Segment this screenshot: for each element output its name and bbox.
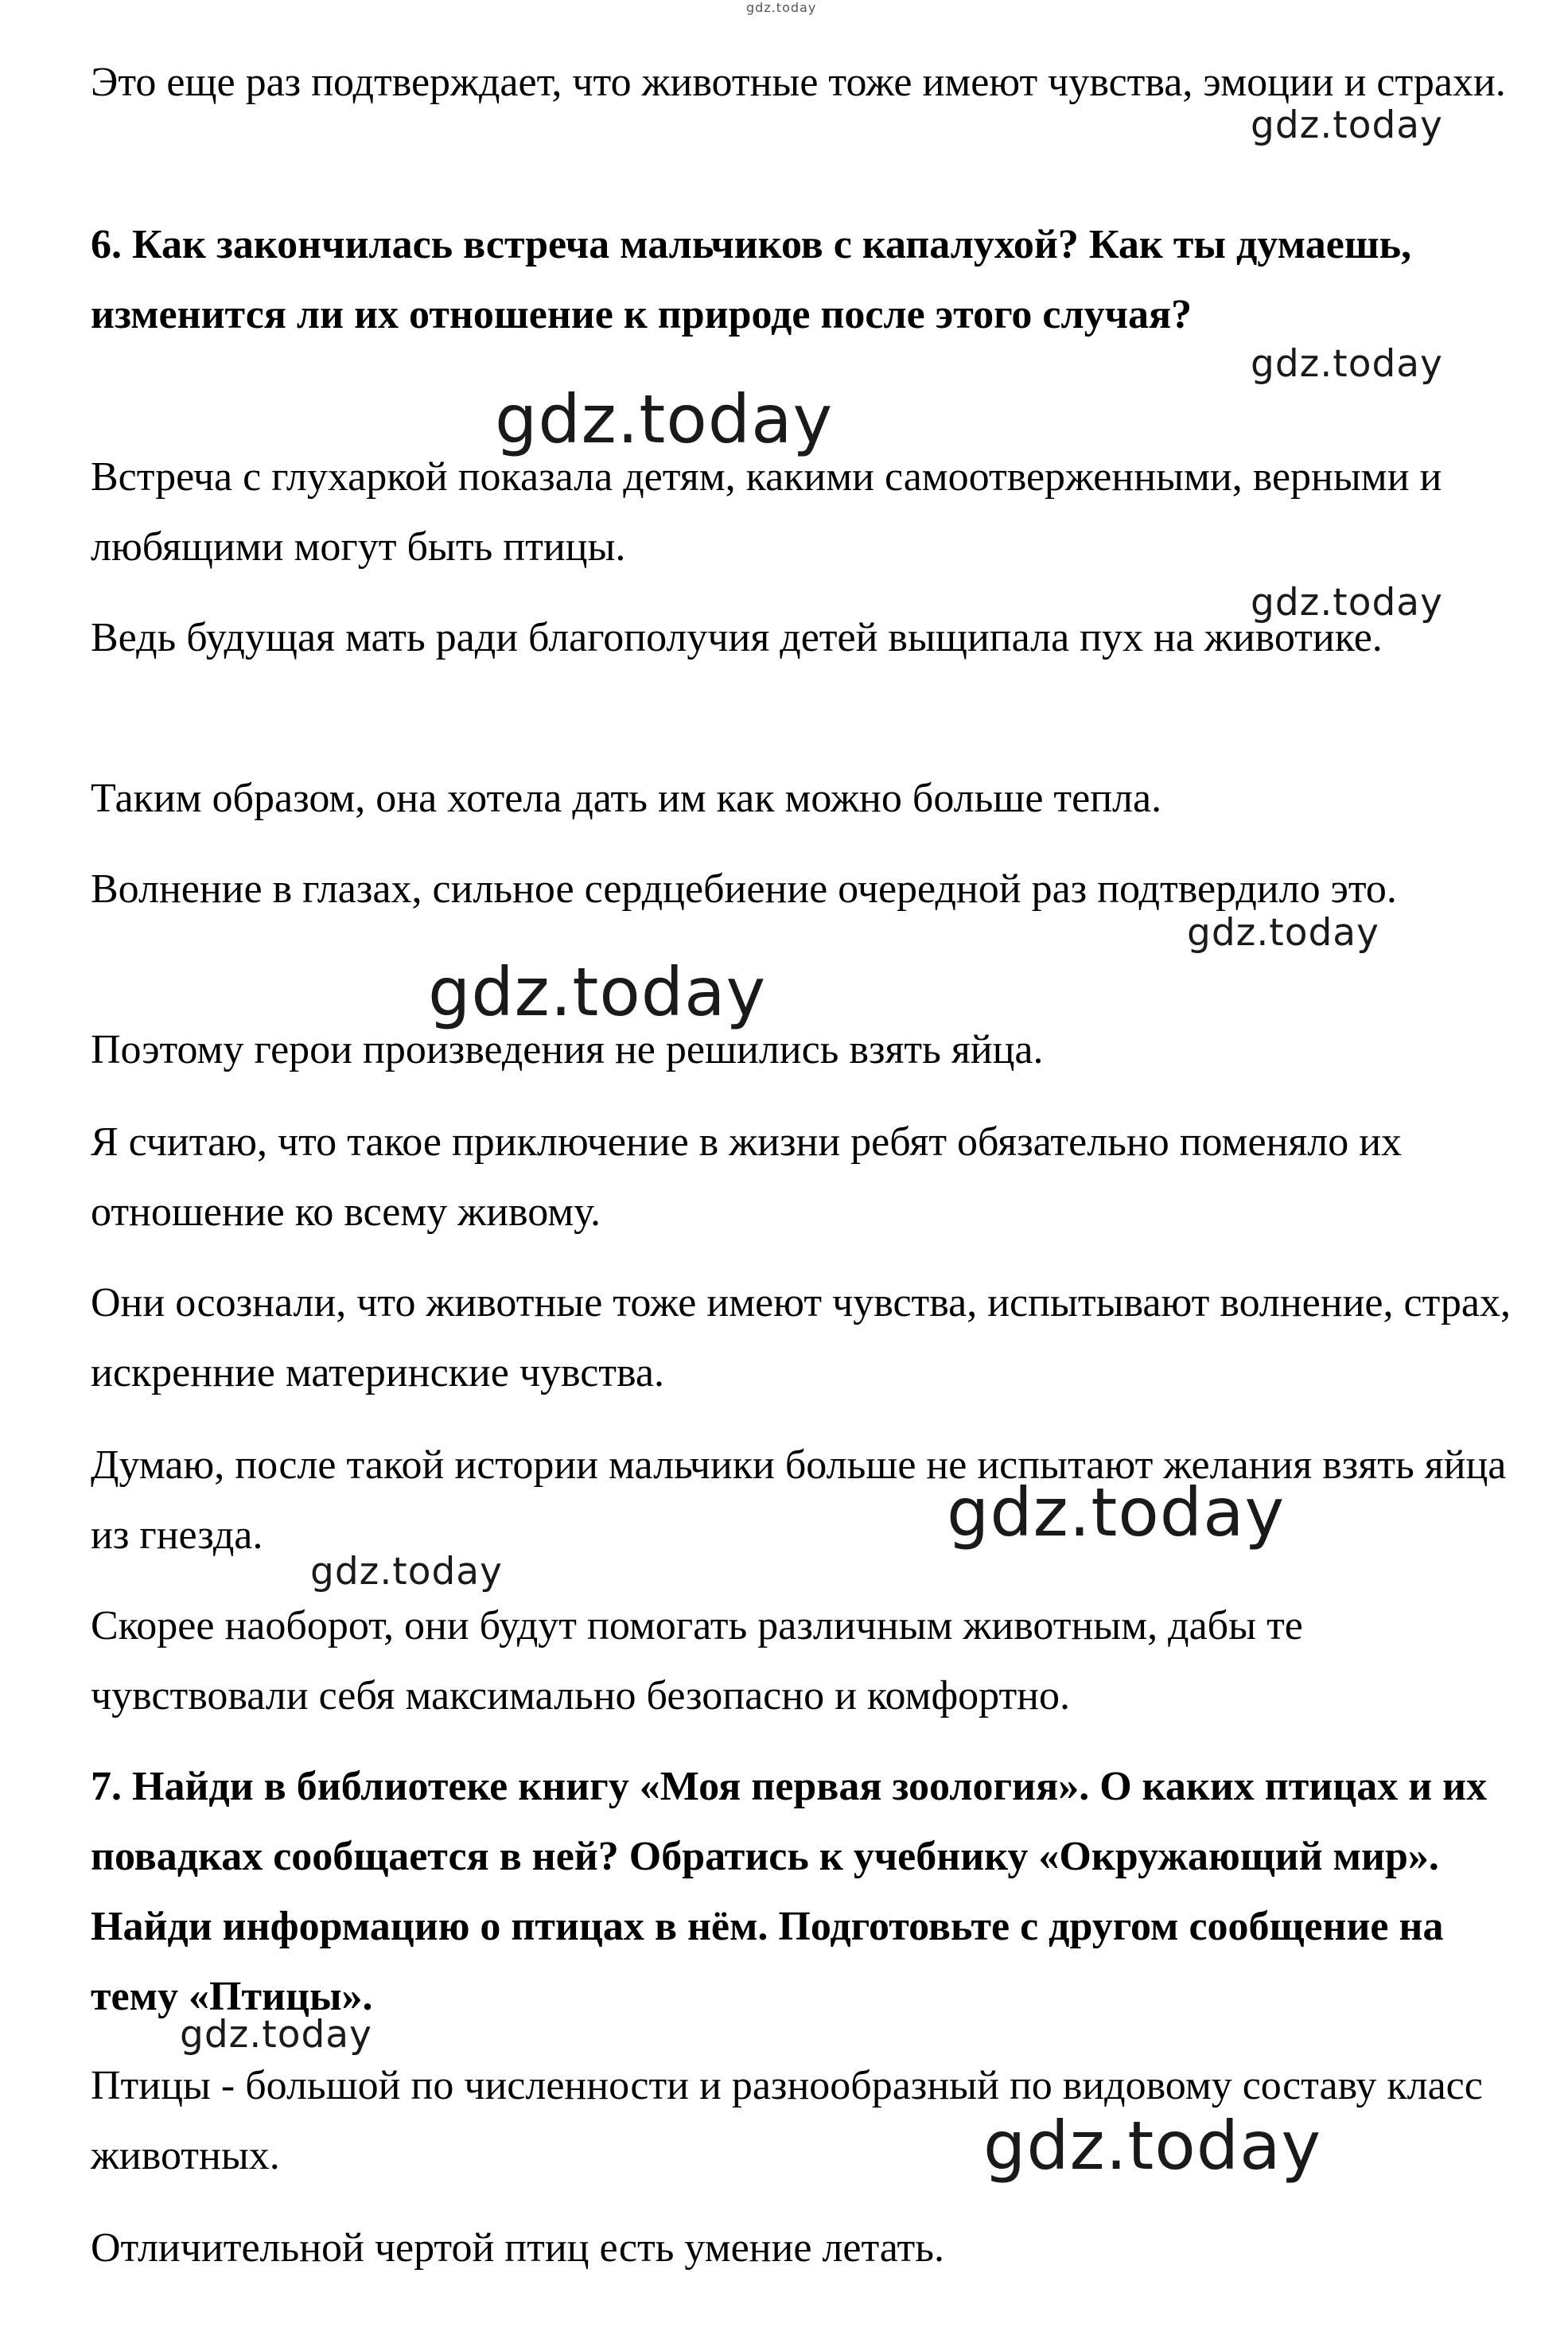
watermark: gdz.today [1251,342,1443,386]
paragraph-2: Встреча с глухаркой показала детям, какими самоотверженными, верными и любящими могут быть птицы. [91,454,1442,570]
question-6: 6. Как закончилась встреча мальчиков с капалухой? Как ты думаешь, изменится ли их отношение к природе после этого случая? [91,222,1412,337]
paragraph-1: Это еще раз подтверждает, что животные тоже имеют чувства, эмоции и страхи. [91,60,1506,105]
paragraph-3: Ведь будущая мать ради благополучия детей выщипала пух на животике. [91,615,1383,660]
question-7: 7. Найди в библиотеке книгу «Моя первая зоология». О каких птицах и их повадках сообщается в ней? Обратись к учебнику «Окружающий мир». Найди информацию о птицах в нём. Подготовьте с другом сообщение на тему «Птицы». [91,1764,1488,2019]
watermark: gdz.today [180,2013,372,2057]
watermark: gdz.today [983,2107,1322,2185]
watermark: gdz.today [310,1550,503,1594]
paragraph-4: Таким образом, она хотела дать им как можно больше тепла. [91,776,1162,821]
watermark: gdz.today [947,1473,1286,1551]
watermark: gdz.today [1251,581,1443,625]
paragraph-5: Волнение в глазах, сильное сердцебиение очередной раз подтвердило это. [91,866,1397,912]
watermark: gdz.today [1251,103,1443,147]
paragraph-8: Они осознали, что животные тоже имеют чувства, испытывают волнение, страх, искренние материнские чувства. [91,1280,1512,1395]
paragraph-6: Поэтому герои произведения не решились взять яйца. [91,1027,1044,1072]
watermark: gdz.today [1187,911,1379,955]
paragraph-12: Отличительной чертой птиц есть умение летать. [91,2225,944,2271]
paragraph-10: Скорее наоборот, они будут помогать различным животным, дабы те чувствовали себя максимально безопасно и комфортно. [91,1603,1303,1718]
paragraph-7: Я считаю, что такое приключение в жизни ребят обязательно поменяло их отношение ко всему живому. [91,1119,1403,1235]
watermark: gdz.today [495,380,834,458]
paragraph-11: Птицы - большой по численности и разнообразный по видовому составу класс животных. [91,2063,1483,2178]
paragraph-9: Думаю, после такой истории мальчики больше не испытают желания взять яйца из гнезда. [91,1442,1507,1558]
watermark: gdz.today [428,953,767,1031]
watermark-top: gdz.today [746,0,817,15]
